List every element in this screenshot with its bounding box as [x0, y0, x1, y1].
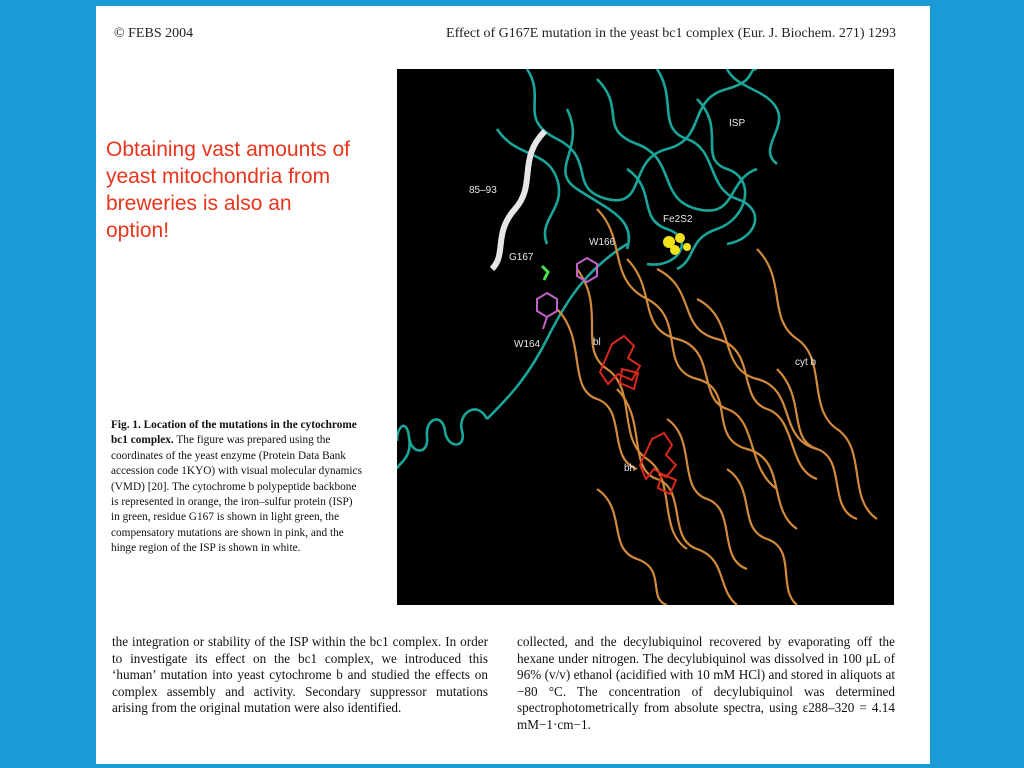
- figure-caption: [111, 418, 363, 557]
- label-g167: G167: [509, 252, 534, 263]
- body-column-right: collected, and the decylubiquinol recovered by evaporating off the hexane under nitrogen. The decylubiquinol was dissolved in 100 μL of 96% (v/v) ethanol (acidified with 10 mM HCl) and stored in aliquots at −80 °C. The concentration of decylubiquinol was determined spectrophotometrically from absolute spectra, using ε288–320 = 4.14 mM−1·cm−1.: [517, 634, 895, 732]
- slide-annotation: Obtaining vast amounts of yeast mitochondria from breweries is also an option!: [106, 138, 350, 242]
- body-column-left: the integration or stability of the ISP within the bc1 complex. In order to investigate its effect on the bc1 complex, we introduced this ‘human’ mutation into yeast cytochrome b and studied the effects on complex assembly and activity. Secondary suppressor mutations arising from the original mutation were also identified.: [112, 634, 488, 716]
- g167-residue: [542, 266, 548, 280]
- protein-structure-figure: [397, 69, 894, 605]
- hinge-region: [492, 131, 545, 269]
- iron-sulfur-cluster: [663, 233, 691, 255]
- label-isp: ISP: [729, 118, 746, 129]
- label-w166: W166: [589, 237, 616, 248]
- label-fes: Fe2S2: [663, 214, 693, 225]
- cytochrome-b-ribbon: [557, 209, 877, 605]
- journal-copyright: © FEBS 2004: [114, 26, 194, 41]
- heme-groups: [600, 336, 676, 494]
- caption-body: The figure was prepared using the coordinates of the yeast enzyme (Protein Data Bank accession code 1KYO) with visual molecular dynamics (VMD) [20]. The cytochrome b polypeptide backbone is represented in orange, the iron–sulfur protein (ISP) in green, residue G167 is shown in light green, the compensatory mutations are shown in pink, and the hinge region of the ISP is shown in white.: [111, 434, 362, 555]
- label-w164: W164: [514, 339, 541, 350]
- caption-title: Fig. 1. Location of the mutations in the cytochrome bc1 complex.: [111, 419, 357, 447]
- label-hinge: 85–93: [469, 185, 497, 196]
- paper-page: [96, 6, 930, 764]
- label-bl: bl: [593, 337, 601, 348]
- running-header: Effect of G167E mutation in the yeast bc1 complex (Eur. J. Biochem. 271) 1293: [446, 26, 896, 41]
- label-cytb: cyt b: [795, 357, 817, 368]
- label-bh: bh: [624, 463, 636, 474]
- protein-structure-image: [397, 69, 894, 605]
